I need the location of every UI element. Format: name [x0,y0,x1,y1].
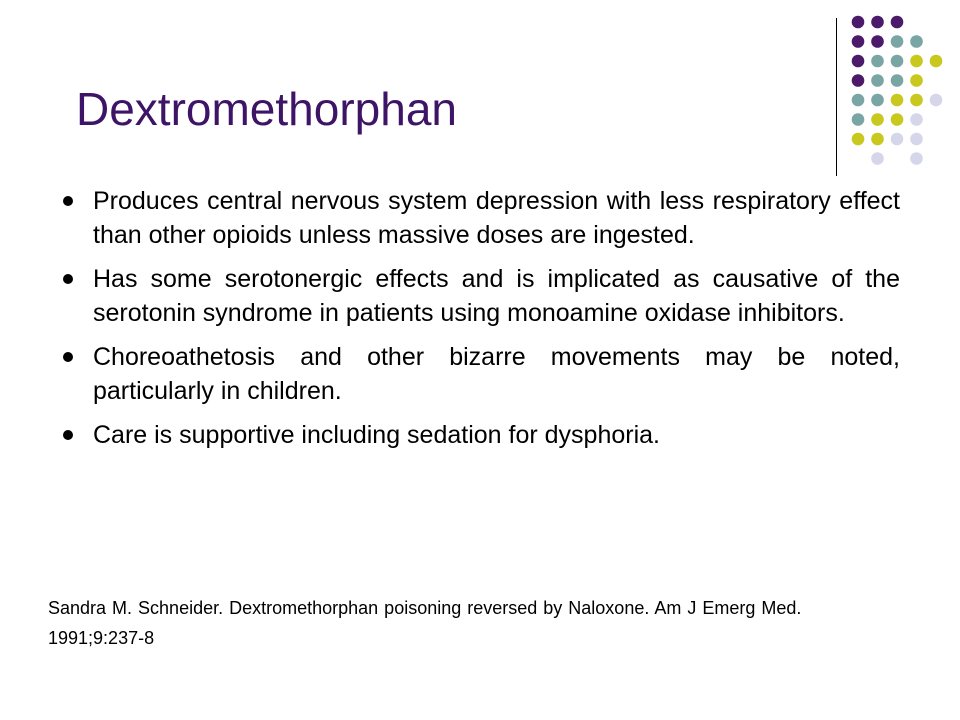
decorative-dot [852,35,865,48]
decorative-dot [891,94,904,107]
decorative-dot [871,152,884,165]
bullet-text: Produces central nervous system depression with less respiratory effect than other opioids unless massive doses are ingested. [93,187,900,249]
decorative-dot [910,113,923,126]
bullet-dot-icon [63,352,73,362]
bullet-item [60,340,900,408]
decorative-dot [852,55,865,68]
decorative-dot [871,74,884,87]
bullet-dot-icon [63,274,73,284]
decorative-dot [891,35,904,48]
vertical-divider [836,18,837,176]
decorative-dot [852,94,865,107]
decorative-dot [891,74,904,87]
bullet-text: Has some serotonergic effects and is implicated as causative of the serotonin syndrome in patients using monoamine oxidase inhibitors. [93,265,900,327]
bullet-list [60,184,900,462]
slide-title: Dextromethorphan [76,83,457,135]
decorative-dot [852,133,865,146]
decorative-dot [930,55,943,68]
decorative-dot [891,133,904,146]
bullet-item [60,262,900,330]
decorative-dot [910,55,923,68]
citation: Sandra M. Schneider. Dextromethorphan poisoning reversed by Naloxone. Am J Emerg Med. 1991;9:237-8 [48,598,802,648]
decorative-dot [871,113,884,126]
decorative-dot [910,74,923,87]
decorative-dot [852,74,865,87]
decorative-dot [871,94,884,107]
decorative-dot [910,35,923,48]
bullet-text: Care is supportive including sedation for dysphoria. [93,421,660,449]
decorative-dot [891,55,904,68]
decorative-dot [891,113,904,126]
decorative-dot [910,152,923,165]
decorative-dot [871,16,884,29]
bullet-item [60,418,900,452]
bullet-item [60,184,900,252]
decorative-dot [871,133,884,146]
bullet-dot-icon [63,196,73,206]
decorative-dot [871,55,884,68]
bullet-text: Choreoathetosis and other bizarre movements may be noted, particularly in children. [93,343,900,405]
bullet-dot-icon [63,430,73,440]
decorative-dot [930,94,943,107]
decorative-dot-grid [840,10,960,170]
decorative-dot [891,16,904,29]
decorative-dot [910,94,923,107]
decorative-dot [852,113,865,126]
decorative-dot [852,16,865,29]
decorative-dot [910,133,923,146]
decorative-dot [871,35,884,48]
